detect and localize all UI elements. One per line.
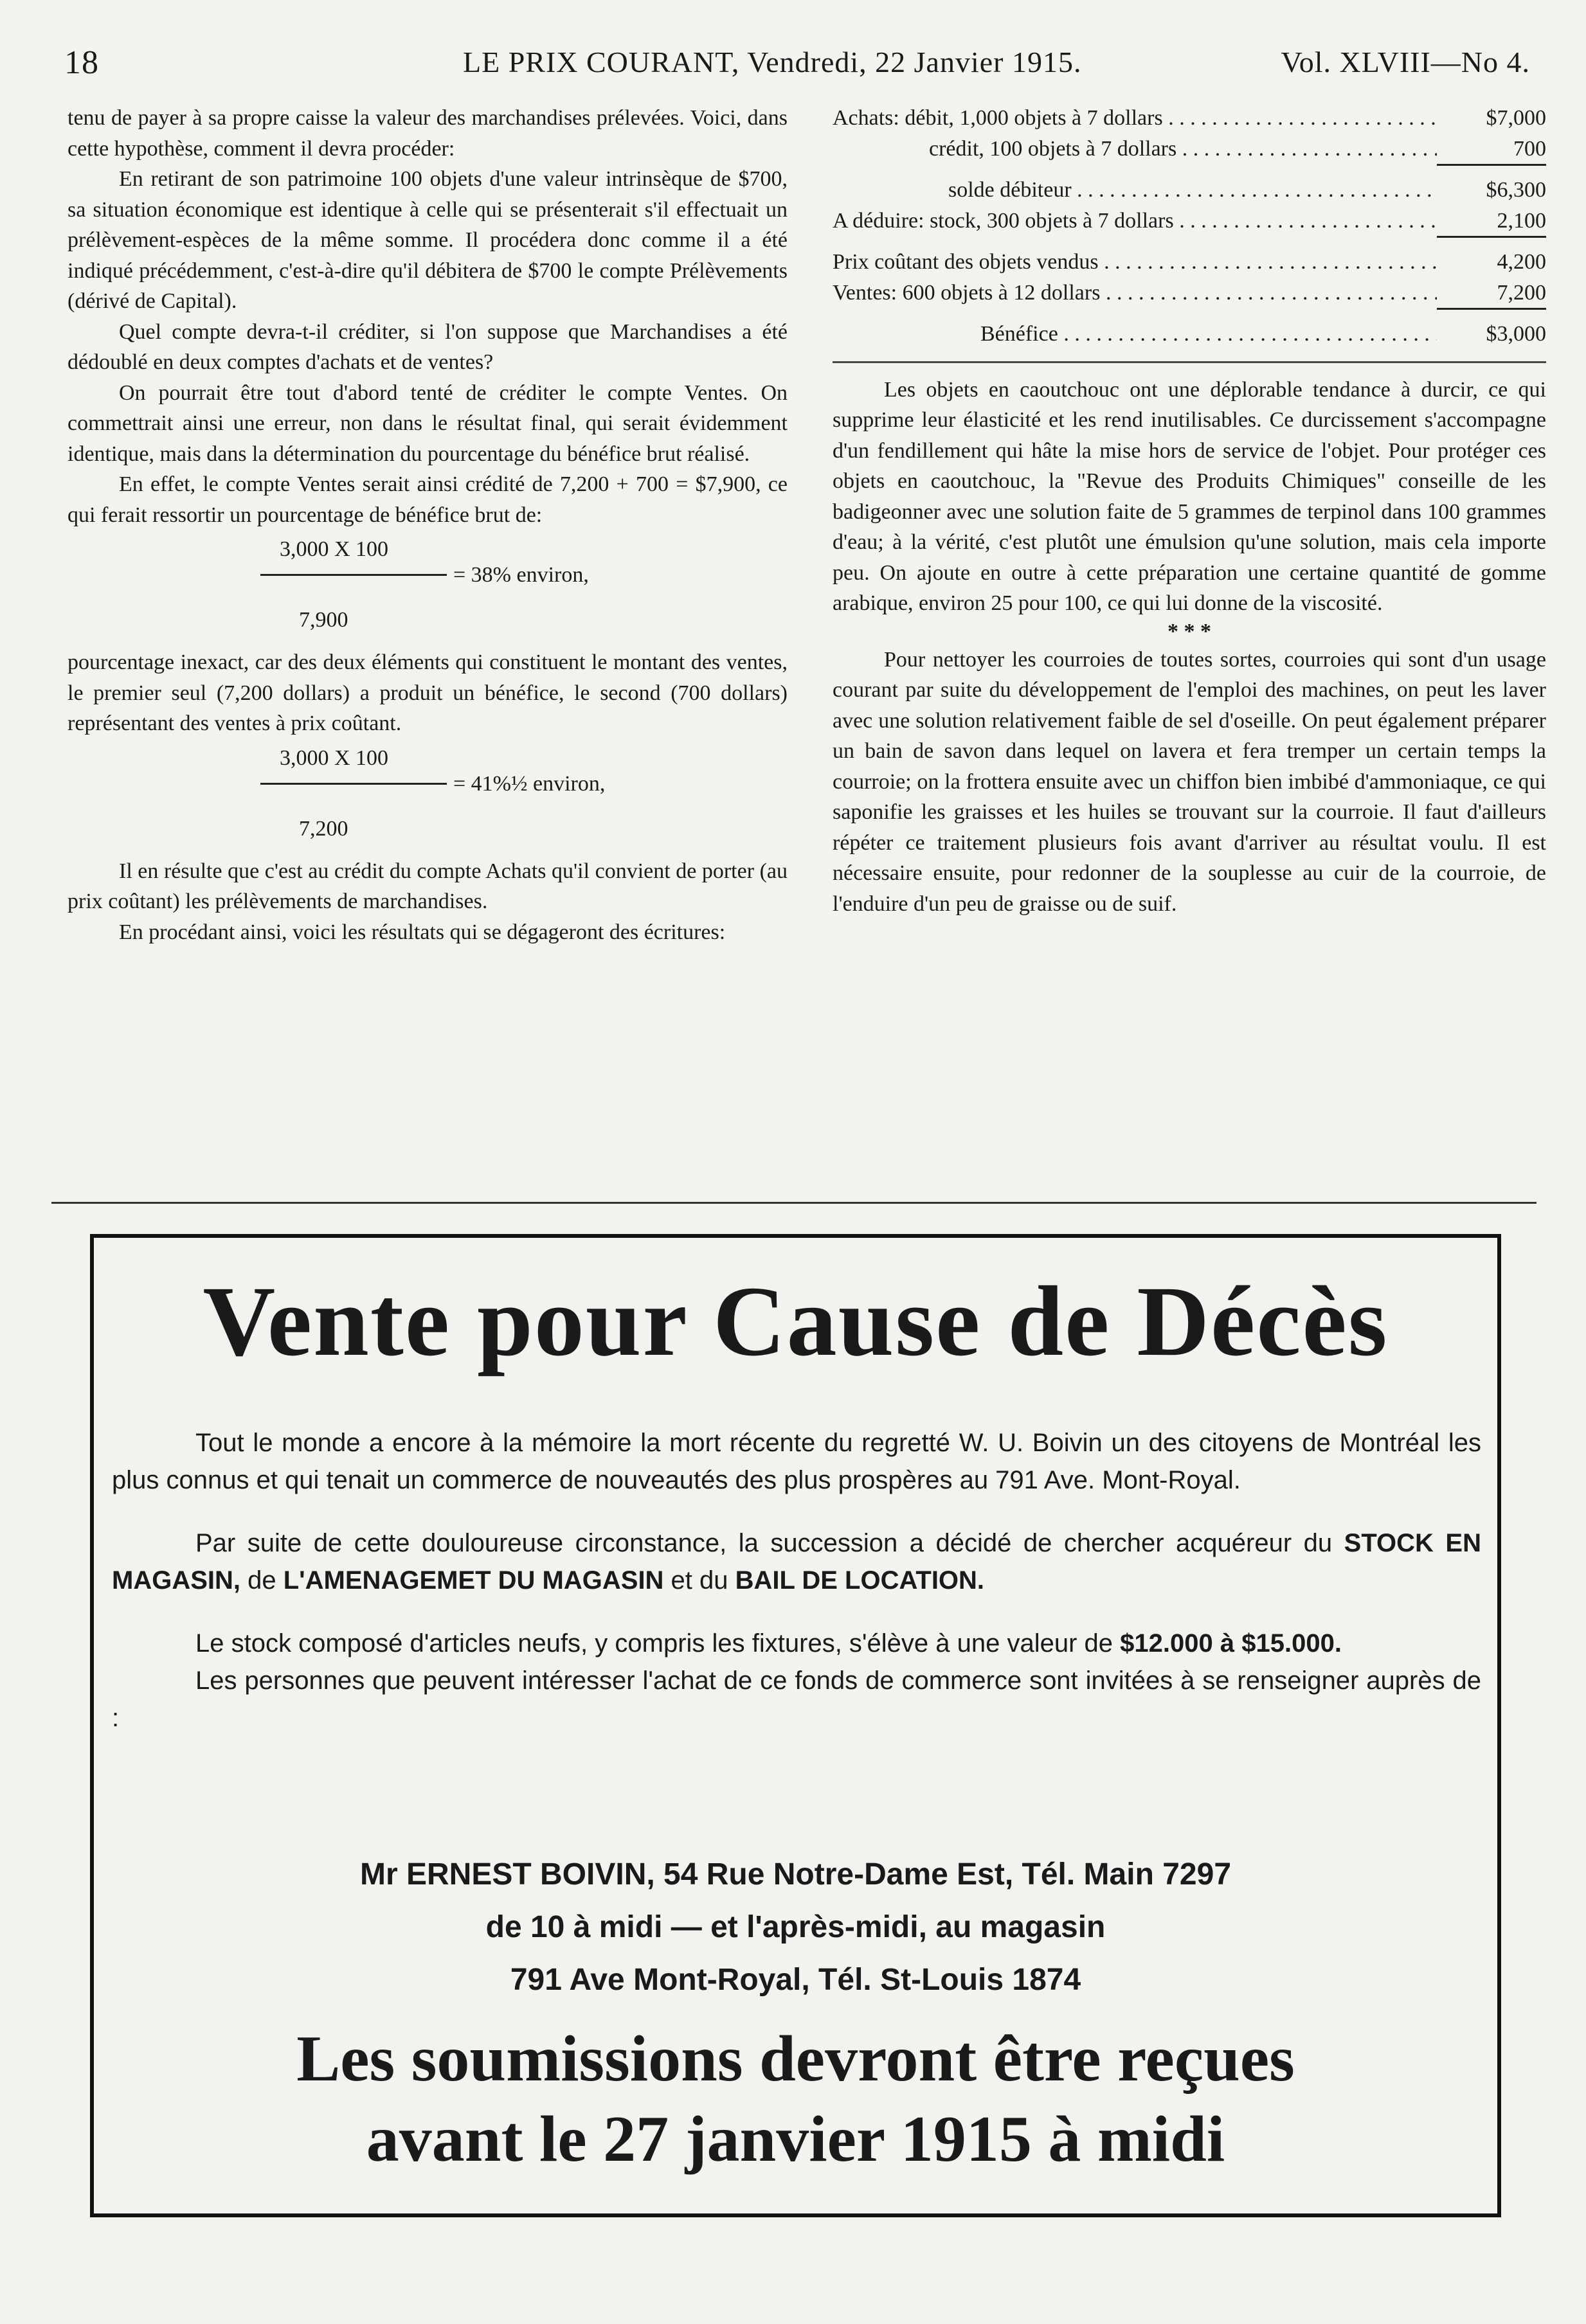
account-amount: 2,100	[1497, 208, 1546, 233]
account-amount: $7,000	[1486, 106, 1546, 130]
account-label: solde débiteur . . .	[833, 175, 1437, 206]
left-column	[68, 103, 788, 947]
paragraph: tenu de payer à sa propre caisse la valeur des marchandises prélevées. Voici, dans cette hypothèse, comment il devra procéder:	[68, 106, 788, 161]
paragraph: Pour nettoyer les courroies de toutes sortes, courroies qui sont d'un usage courant par suite du développement de l'emploi des machines, on peut les laver avec une solution relativement faible de sel d'oseille. On peut également préparer un bain de savon dans lequel on lavera et fera tremper un certain temps la courroie; on la frottera ensuite avec un chiffon bien imbibé d'ammoniaque, ce qui saponifie les graisses et les huiles se trouvant sur la courroie. Il faut d'ailleurs répéter ce traitement plusieurs fois avant d'arriver au résultat voulu. Il est nécessaire ensuite, pour redonner de la souplesse au cuir de la courroie, de l'enduire d'un peu de graisse ou de suif.	[833, 647, 1546, 916]
account-label: Ventes: 600 objets à 12 dollars . . .	[833, 278, 1437, 308]
ad-text: et du	[663, 1566, 735, 1595]
paragraph: Il en résulte que c'est au crédit du compte Achats qu'il convient de porter (au prix coûtant) les prélèvements de marchandises.	[68, 859, 788, 913]
deadline-line: avant le 27 janvier 1915 à midi	[366, 2103, 1225, 2176]
paragraph: En effet, le compte Ventes serait ainsi crédité de 7,200 + 700 = $7,900, ce qui ferait ressortir un pourcentage de bénéfice brut de:	[68, 472, 788, 527]
account-label: Bénéfice . . .	[833, 319, 1437, 350]
accounting-table	[833, 103, 1546, 350]
paragraph: En procédant ainsi, voici les résultats qui se dégageront des écritures:	[119, 920, 726, 944]
sum-rule	[1437, 236, 1546, 247]
sum-rule	[1437, 164, 1546, 175]
volume-number: Vol. XLVIII—No 4.	[1281, 46, 1530, 78]
advertisement-box	[90, 1234, 1501, 2217]
ad-emphasis: $12.000 à $15.000.	[1120, 1629, 1342, 1658]
account-row	[833, 247, 1546, 278]
account-label: Prix coûtant des objets vendus . . .	[833, 247, 1437, 278]
ad-deadline	[94, 2019, 1497, 2179]
sum-rule	[1437, 308, 1546, 319]
account-amount: 4,200	[1497, 250, 1546, 274]
publication-title: LE PRIX COURANT, Vendredi, 22 Janvier 1915.	[463, 46, 1082, 78]
account-amount: $3,000	[1486, 322, 1546, 346]
account-row	[833, 206, 1546, 237]
fraction-denominator: 7,900	[299, 608, 348, 632]
right-column	[833, 103, 1546, 919]
fraction-bar	[260, 574, 447, 576]
ad-paragraph: Tout le monde a encore à la mémoire la mort récente du regretté W. U. Boivin un des citoyens de Montréal les plus connus et qui tenait un commerce de nouveautés des plus prospères au 791 Ave. Mont-Royal.	[112, 1429, 1481, 1494]
section-separator-stars: * * *	[1167, 619, 1211, 643]
account-amount: 7,200	[1497, 280, 1546, 305]
fraction-numerator: 3,000 X 100	[280, 537, 389, 561]
ad-paragraph	[112, 1625, 1481, 1662]
page-number: 18	[64, 44, 99, 81]
ad-body	[112, 1424, 1481, 1762]
account-label: crédit, 100 objets à 7 dollars . . .	[833, 134, 1437, 165]
account-amount: 700	[1513, 136, 1546, 161]
paragraph: On pourrait être tout d'abord tenté de créditer le compte Ventes. On commettrait ainsi une erreur, non dans le résultat final, qui serait évidemment identique, mais dans la détermination du pourcentage du bénéfice brut réalisé.	[68, 380, 788, 466]
account-row	[833, 175, 1546, 206]
ad-emphasis: STOCK EN MAGASIN,	[112, 1529, 1481, 1595]
fraction-result: = 41%½ environ,	[453, 771, 606, 796]
paragraph: pourcentage inexact, car des deux éléments qui constituent le montant des ventes, le premier seul (7,200 dollars) a produit un bénéfice, le second (700 dollars) représentant des ventes à prix coûtant.	[68, 650, 788, 735]
account-label: A déduire: stock, 300 objets à 7 dollars . . .	[833, 206, 1437, 237]
ad-headline: Vente pour Cause de Décès	[203, 1265, 1389, 1377]
fraction-bar	[260, 783, 447, 785]
fraction-formula	[68, 743, 788, 852]
account-row	[833, 278, 1546, 308]
account-row	[833, 319, 1546, 350]
contact-line: 791 Ave Mont-Royal, Tél. St-Louis 1874	[510, 1963, 1081, 1997]
fraction-numerator: 3,000 X 100	[280, 746, 389, 770]
paragraph: Les objets en caoutchouc ont une déplorable tendance à durcir, ce qui supprime leur élasticité et les rend inutilisables. Ce durcissement s'accompagne d'un fendillement qui hâte la mise hors de service de l'objet. Pour protéger ces objets en caoutchouc, la "Revue des Produits Chimiques" conseille de les badigeonner avec une solution faite de 5 grammes de terpinol dans 100 grammes d'eau; à la vérité, c'est plutôt une émulsion qu'une solution, mais cela importe peu. On ajoute en outre à cette préparation une certaine quantité de gomme arabique, environ 25 pour 100, ce qui lui donne de la viscosité.	[833, 377, 1546, 615]
account-amount: $6,300	[1486, 178, 1546, 202]
ad-text: Le stock composé d'articles neufs, y compris les fixtures, s'élève à une valeur de	[195, 1629, 1121, 1658]
paragraph: Quel compte devra-t-il créditer, si l'on suppose que Marchandises a été dédoublé en deux comptes d'achats et de ventes?	[68, 319, 788, 374]
account-label: Achats: débit, 1,000 objets à 7 dollars . . .	[833, 103, 1437, 134]
ad-paragraph: Les personnes que peuvent intéresser l'achat de ce fonds de commerce sont invitées à se renseigner auprès de :	[112, 1667, 1481, 1732]
ad-contact	[94, 1848, 1497, 2007]
ad-paragraph	[112, 1524, 1481, 1599]
deadline-line: Les soumissions devront être reçues	[296, 2023, 1295, 2095]
page-header	[51, 39, 1530, 90]
section-divider	[51, 1202, 1536, 1204]
section-divider	[833, 361, 1546, 363]
paragraph: En retirant de son patrimoine 100 objets d'une valeur intrinsèque de $700, sa situation économique est identique à celle qui se présenterait s'il effectuait un prélèvement-espèces de la même somme. Il procédera donc comme il a été indiqué précédemment, c'est-à-dire qu'il débitera de $700 le compte Prélèvements (dérivé de Capital).	[68, 167, 788, 313]
fraction-formula	[68, 534, 788, 643]
ad-emphasis: BAIL DE LOCATION.	[735, 1566, 985, 1595]
ad-text: de	[240, 1566, 284, 1595]
contact-line: de 10 à midi — et l'après-midi, au magasin	[485, 1910, 1106, 1944]
ad-emphasis: L'AMENAGEMET DU MAGASIN	[283, 1566, 664, 1595]
fraction-denominator: 7,200	[299, 816, 348, 841]
contact-line: Mr ERNEST BOIVIN, 54 Rue Notre-Dame Est, Tél. Main 7297	[359, 1857, 1232, 1891]
account-row	[833, 103, 1546, 134]
ad-text: Par suite de cette douloureuse circonstance, la succession a décidé de chercher acquéreur du	[195, 1529, 1333, 1557]
fraction-result: = 38% environ,	[453, 563, 589, 587]
account-row	[833, 134, 1546, 165]
